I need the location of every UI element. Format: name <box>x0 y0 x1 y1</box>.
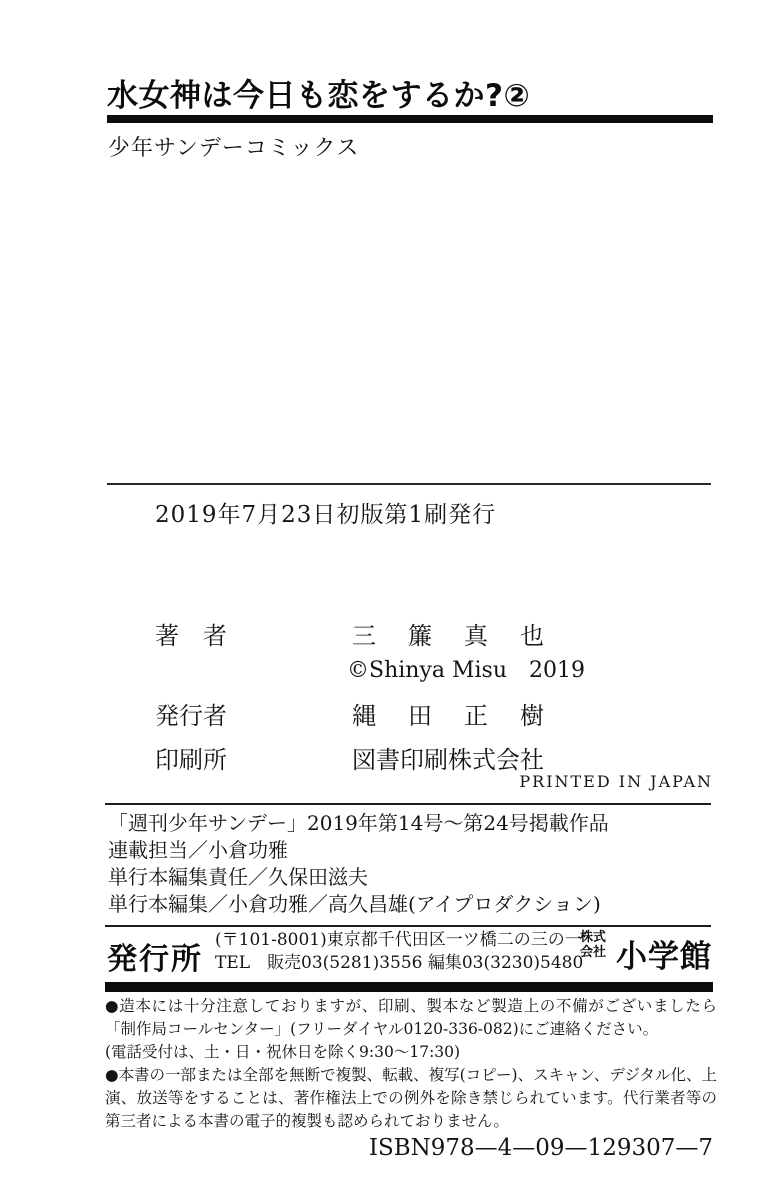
printer-name: 図書印刷株式会社 <box>352 746 544 774</box>
footer-divider-bar <box>105 982 713 992</box>
publisher-tel: TEL 販売03(5281)3556 編集03(3230)5480 <box>215 953 584 973</box>
book-title: 水女神は今日も恋をするか?② <box>107 78 531 114</box>
serial-editor: 連載担当／小倉功雅 <box>108 838 288 862</box>
corp-type-top: 株式 <box>580 930 607 945</box>
serialization-box <box>105 803 711 927</box>
volume-chief-editor: 単行本編集責任／久保田滋夫 <box>108 865 368 889</box>
publisher-address-block <box>215 929 583 975</box>
isbn: ISBN978—4—09—129307—7 <box>368 1135 713 1161</box>
printer-label: 印刷所 <box>155 746 227 774</box>
edition-rule <box>107 483 711 485</box>
notice-phone-hours: (電話受付は、土・日・祝休日を除く9:30～17:30) <box>105 1043 461 1061</box>
edition-date: 2019年7月23日初版第1刷発行 <box>155 502 497 528</box>
issuer-label: 発行者 <box>155 702 227 730</box>
notice-copyright: ●本書の一部または全部を無断で複製、転載、複写(コピー)、スキャン、デジタル化、上演、放送等をすることは、著作権法上での例外を除き禁じられています。代行業者等の第三者による本書の電子的複製も認められておりません。 <box>105 1066 717 1130</box>
volume-editors: 単行本編集／小倉功雅／高久昌雄(アイプロダクション) <box>108 892 601 916</box>
title-rule <box>107 115 713 123</box>
publisher-name: 小学館 <box>616 939 712 975</box>
copyright-line: ©Shinya Misu 2019 <box>347 658 585 683</box>
issuer-name: 縄 田 正 樹 <box>352 702 548 730</box>
author-name: 三 簾 真 也 <box>352 622 548 650</box>
legal-notices <box>105 995 717 1133</box>
notice-binding: ●造本には十分注意しておりますが、印刷、製本など製造上の不備がございましたら「制作局コールセンター」(フリーダイヤル0120-336-082)にご連絡ください。 <box>105 997 717 1038</box>
author-label: 著 者 <box>155 622 227 650</box>
publisher-address: (〒101-8001)東京都千代田区一ツ橋二の三の一 <box>215 930 582 950</box>
corp-type-stack <box>580 930 606 960</box>
publisher-label: 発行所 <box>107 942 203 977</box>
serialization-source: 「週刊少年サンデー」2019年第14号～第24号掲載作品 <box>108 811 609 835</box>
corp-type-bottom: 会社 <box>580 945 607 960</box>
series-name: 少年サンデーコミックス <box>108 136 360 161</box>
printed-in-japan: PRINTED IN JAPAN <box>519 772 713 791</box>
